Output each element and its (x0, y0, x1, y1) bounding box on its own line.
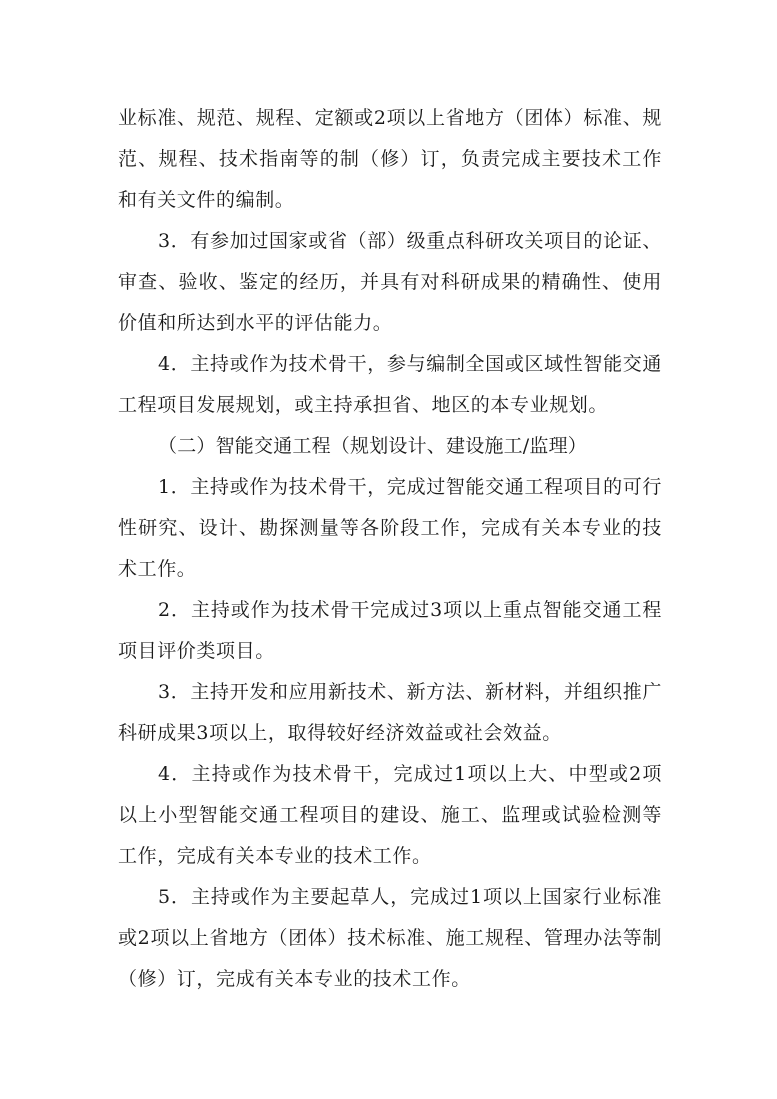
paragraph-item-5-standards: 5．主持或作为主要起草人，完成过1项以上国家行业标准或2项以上省地方（团体）技术标准、施工规程、管理办法等制（修）订，完成有关本专业的技术工作。 (118, 886, 662, 990)
paragraph-item-4-construction: 4．主持或作为技术骨干，完成过1项以上大、中型或2项以上小型智能交通工程项目的建设、施工、监理或试验检测等工作，完成有关本专业的技术工作。 (118, 763, 662, 867)
document-body (118, 98, 662, 1000)
section-heading-intelligent-transport: （二）智能交通工程（规划设计、建设施工/监理） (158, 435, 588, 457)
paragraph-item-2-evaluation: 2．主持或作为技术骨干完成过3项以上重点智能交通工程项目评价类项目。 (118, 599, 662, 662)
paragraph-item-4-planning: 4．主持或作为技术骨干，参与编制全国或区域性智能交通工程项目发展规划，或主持承担省、地区的本专业规划。 (118, 353, 662, 416)
paragraph-continued: 业标准、规范、规程、定额或2项以上省地方（团体）标准、规范、规程、技术指南等的制（修）订，负责完成主要技术工作和有关文件的编制。 (118, 107, 662, 211)
paragraph-item-3-research-review: 3．有参加过国家或省（部）级重点科研攻关项目的论证、审查、验收、鉴定的经历，并具有对科研成果的精确性、使用价值和所达到水平的评估能力。 (118, 230, 662, 334)
paragraph-item-1-feasibility: 1．主持或作为技术骨干，完成过智能交通工程项目的可行性研究、设计、勘探测量等各阶段工作，完成有关本专业的技术工作。 (118, 476, 662, 580)
paragraph-item-3-new-technology: 3．主持开发和应用新技术、新方法、新材料，并组织推广科研成果3项以上，取得较好经济效益或社会效益。 (118, 681, 662, 744)
